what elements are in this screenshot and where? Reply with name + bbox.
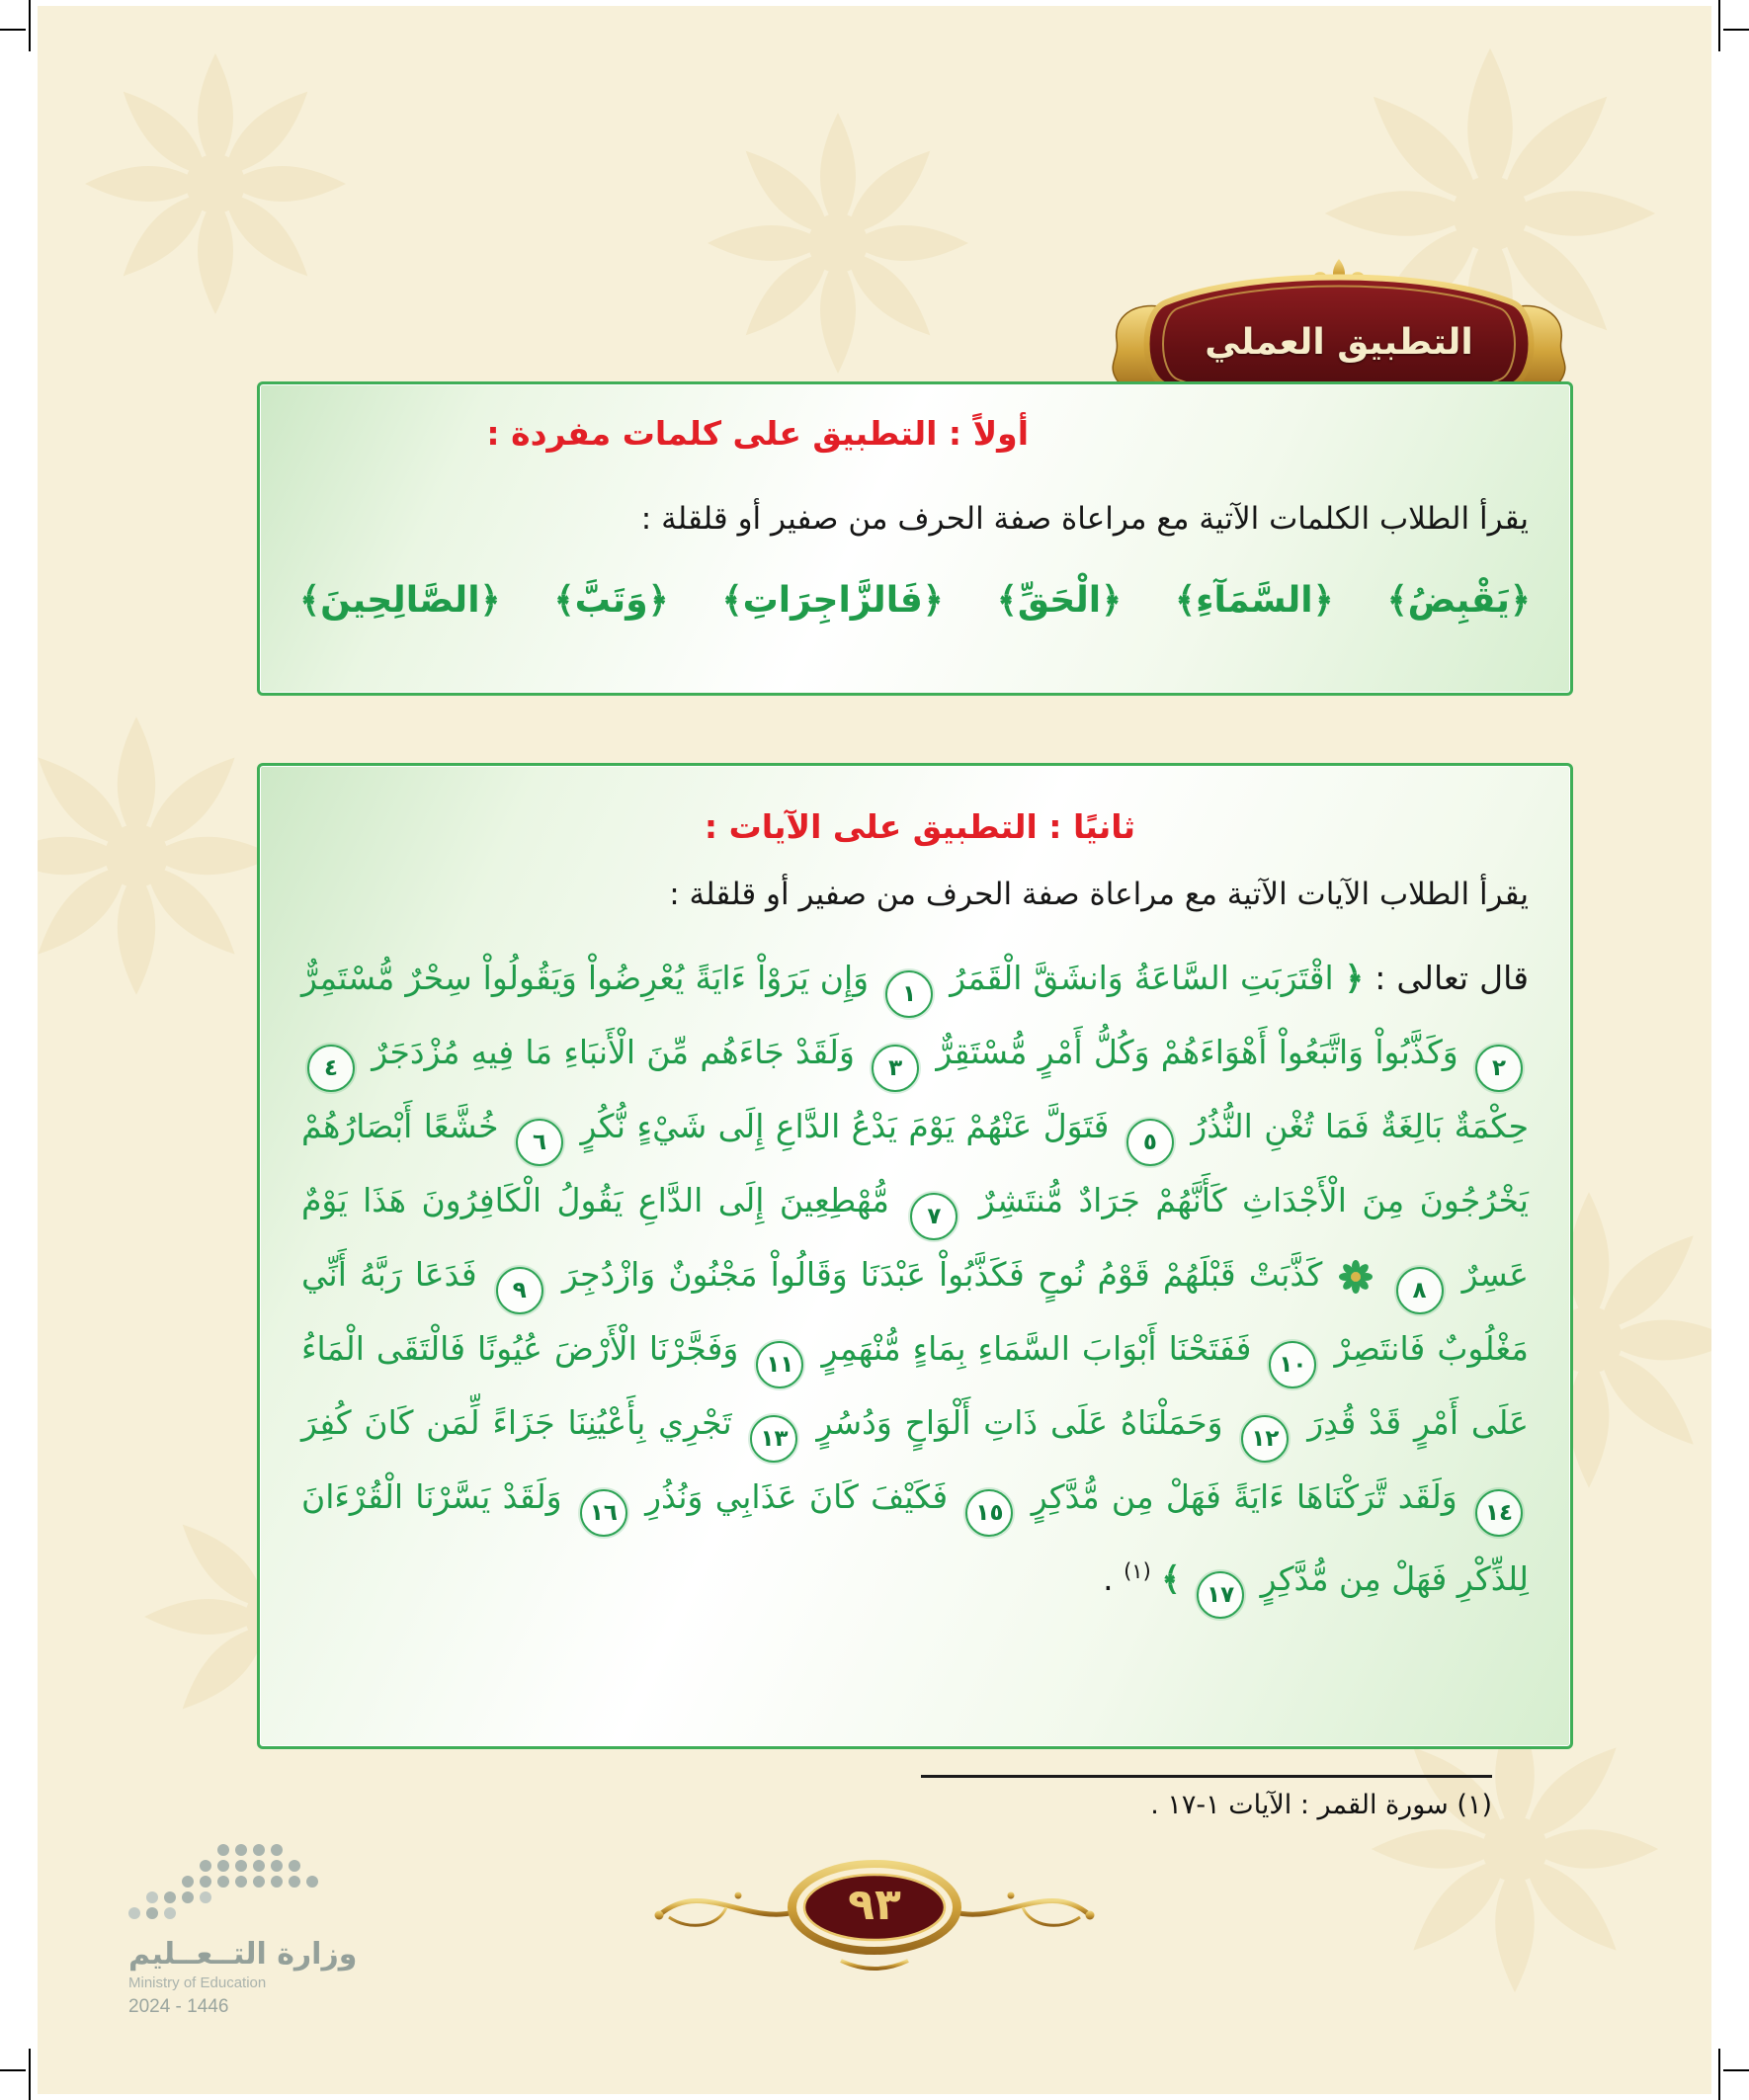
verse-text: وَفَجَّرْنَا الْأَرْضَ عُيُونًا فَالْتَقَى الْمَاءُ عَلَى أَمْرٍ قَدْ قُدِرَ xyxy=(301,1329,1529,1442)
quran-words-row xyxy=(299,580,1531,621)
crop-mark xyxy=(29,0,31,51)
verse-number: ٢ xyxy=(1475,1045,1523,1092)
background-ornament xyxy=(67,36,364,332)
verse-number: ٣ xyxy=(872,1045,919,1092)
verse-number: ١٧ xyxy=(1197,1571,1244,1619)
quran-close-bracket: ﴾ xyxy=(1161,1559,1181,1598)
verse-number: ٤ xyxy=(307,1045,355,1092)
verse-text: مُّهْطِعِينَ إِلَى الدَّاعِ يَقُولُ الْكَافِرُونَ هَذَا يَوْمٌ عَسِرٌ xyxy=(301,1181,1529,1294)
quran-word: ﴿السَّمَآءِ﴾ xyxy=(1175,580,1334,621)
verse-text: كَذَّبَتْ قَبْلَهُمْ قَوْمُ نُوحٍ فَكَذَّبُواْ عَبْدَنَا وَقَالُواْ مَجْنُونٌ وَازْدُجِرَ xyxy=(561,1255,1323,1294)
quran-word: ﴿فَالزَّاجِرَاتِ﴾ xyxy=(721,580,944,621)
verse-text: وَكَذَّبُواْ وَاتَّبَعُواْ أَهْوَاءَهُمْ وَكُلُّ أَمْرٍ مُّسْتَقِرٌّ xyxy=(936,1033,1458,1071)
verse-text: وَإِن يَرَوْاْ ءَايَةً يُعْرِضُواْ وَيَقُولُواْ سِحْرٌ مُّسْتَمِرٌّ xyxy=(301,959,870,997)
moe-logo-dots-icon xyxy=(128,1840,326,1927)
crop-mark xyxy=(29,2049,31,2100)
quran-open-bracket: ﴿ xyxy=(1344,959,1365,997)
verse-number: ١٦ xyxy=(580,1489,627,1537)
verse-text: اقْتَرَبَتِ السَّاعَةُ وَانشَقَّ الْقَمَرُ xyxy=(950,959,1334,997)
verses-box xyxy=(257,763,1573,1749)
page-number-medallion xyxy=(647,1844,1102,1982)
quran-word: ﴿الْحَقِّ﴾ xyxy=(996,580,1123,621)
verse-number: ٩ xyxy=(496,1267,543,1314)
banner-title: التطبيق العملي xyxy=(1205,321,1473,363)
quran-intro: قال تعالى : xyxy=(1374,959,1529,997)
end-period: . xyxy=(1103,1559,1114,1598)
verse-number: ٦ xyxy=(516,1119,563,1166)
box2-instruction: يقرأ الطلاب الآيات الآتية مع مراعاة صفة الحرف من صفير أو قلقلة : xyxy=(669,877,1529,912)
verse-text: وَلَقَد تَّرَكْنَاهَا ءَايَةً فَهَلْ مِن مُّدَّكِرٍ xyxy=(1031,1477,1458,1516)
quran-word: ﴿يَقْبِضُ﴾ xyxy=(1386,580,1531,621)
page-number: ٩٣ xyxy=(848,1880,901,1930)
footnote xyxy=(921,1775,1492,1820)
footnote-marker: (١) xyxy=(1457,1790,1492,1820)
verse-number: ١٥ xyxy=(965,1489,1013,1537)
box2-heading: ثانيًا : التطبيق على الآيات : xyxy=(704,807,1135,846)
box1-instruction: يقرأ الطلاب الكلمات الآتية مع مراعاة صفة الحرف من صفير أو قلقلة : xyxy=(640,501,1529,537)
verse-number: ٧ xyxy=(910,1193,958,1240)
verse-number: ٨ xyxy=(1396,1267,1444,1314)
crop-mark xyxy=(0,29,26,31)
crop-mark xyxy=(1718,0,1720,51)
verse-number: ١٢ xyxy=(1241,1415,1289,1463)
verse-number: ١١ xyxy=(756,1341,803,1388)
quran-word: ﴿الصَّالِحِينَ﴾ xyxy=(299,580,501,621)
ministry-name-english: Ministry of Education xyxy=(128,1974,267,1991)
verse-text: فَتَوَلَّ عَنْهُمْ يَوْمَ يَدْعُ الدَّاعِ إِلَى شَيْءٍ نُّكُرٍ xyxy=(580,1107,1110,1145)
verse-text: وَلَقَدْ يَسَّرْنَا الْقُرْءَانَ لِلذِّكْرِ فَهَلْ مِن مُّدَّكِرٍ xyxy=(301,1477,1529,1598)
background-ornament xyxy=(38,698,294,1014)
verse-text: فَكَيْفَ كَانَ عَذَابِي وَنُذُرِ xyxy=(645,1477,949,1516)
ministry-name-arabic: وزارة التــعــليم xyxy=(128,1937,358,1972)
verse-number: ١٤ xyxy=(1475,1489,1523,1537)
verse-text: خُشَّعًا أَبْصَارُهُمْ يَخْرُجُونَ مِنَ الْأَجْدَاثِ كَأَنَّهُمْ جَرَادٌ مُّنتَشِرٌ xyxy=(301,1107,1529,1219)
verse-text: وَلَقَدْ جَاءَهُم مِّنَ الْأَنبَاءِ مَا فِيهِ مُزْدَجَرٌ xyxy=(372,1033,855,1071)
footnote-text: سورة القمر : الآيات ١-١٧ . xyxy=(1150,1790,1449,1820)
crop-mark xyxy=(0,2069,26,2071)
verse-number: ٥ xyxy=(1126,1119,1174,1166)
verse-number: ١٠ xyxy=(1269,1341,1316,1388)
paper-background xyxy=(38,6,1711,2094)
crop-mark xyxy=(1723,29,1749,31)
crop-mark xyxy=(1723,2069,1749,2071)
verse-number: ١٣ xyxy=(750,1415,797,1463)
single-words-box xyxy=(257,381,1573,696)
verse-text: حِكْمَةٌ بَالِغَةٌ فَمَا تُغْنِ النُّذُرُ xyxy=(1191,1107,1529,1145)
background-ornament xyxy=(690,95,986,391)
box1-heading: أولاً : التطبيق على كلمات مفردة : xyxy=(486,414,1029,453)
crop-mark xyxy=(1718,2049,1720,2100)
footnote-reference: (١) xyxy=(1124,1559,1151,1583)
quran-passage xyxy=(301,944,1529,1619)
verse-text: تَجْرِي بِأَعْيُنِنَا جَزَاءً لِّمَن كَانَ كُفِرَ xyxy=(301,1403,732,1442)
ministry-logo xyxy=(128,1840,405,2018)
quran-word: ﴿وَتَبَّ﴾ xyxy=(553,580,669,621)
verse-text: وَحَمَلْنَاهُ عَلَى ذَاتِ أَلْوَاحٍ وَدُسُرٍ xyxy=(816,1403,1223,1442)
verse-text: فَفَتَحْنَا أَبْوَابَ السَّمَاءِ بِمَاءٍ مُّنْهَمِرٍ xyxy=(821,1329,1252,1368)
verse-text: فَدَعَا رَبَّهُ أَنِّي مَغْلُوبٌ فَانتَصِرْ xyxy=(301,1255,1529,1368)
hizb-ornament-icon xyxy=(1339,1260,1373,1294)
ministry-years: 2024 - 1446 xyxy=(128,1996,229,2017)
verse-number: ١ xyxy=(885,970,933,1018)
